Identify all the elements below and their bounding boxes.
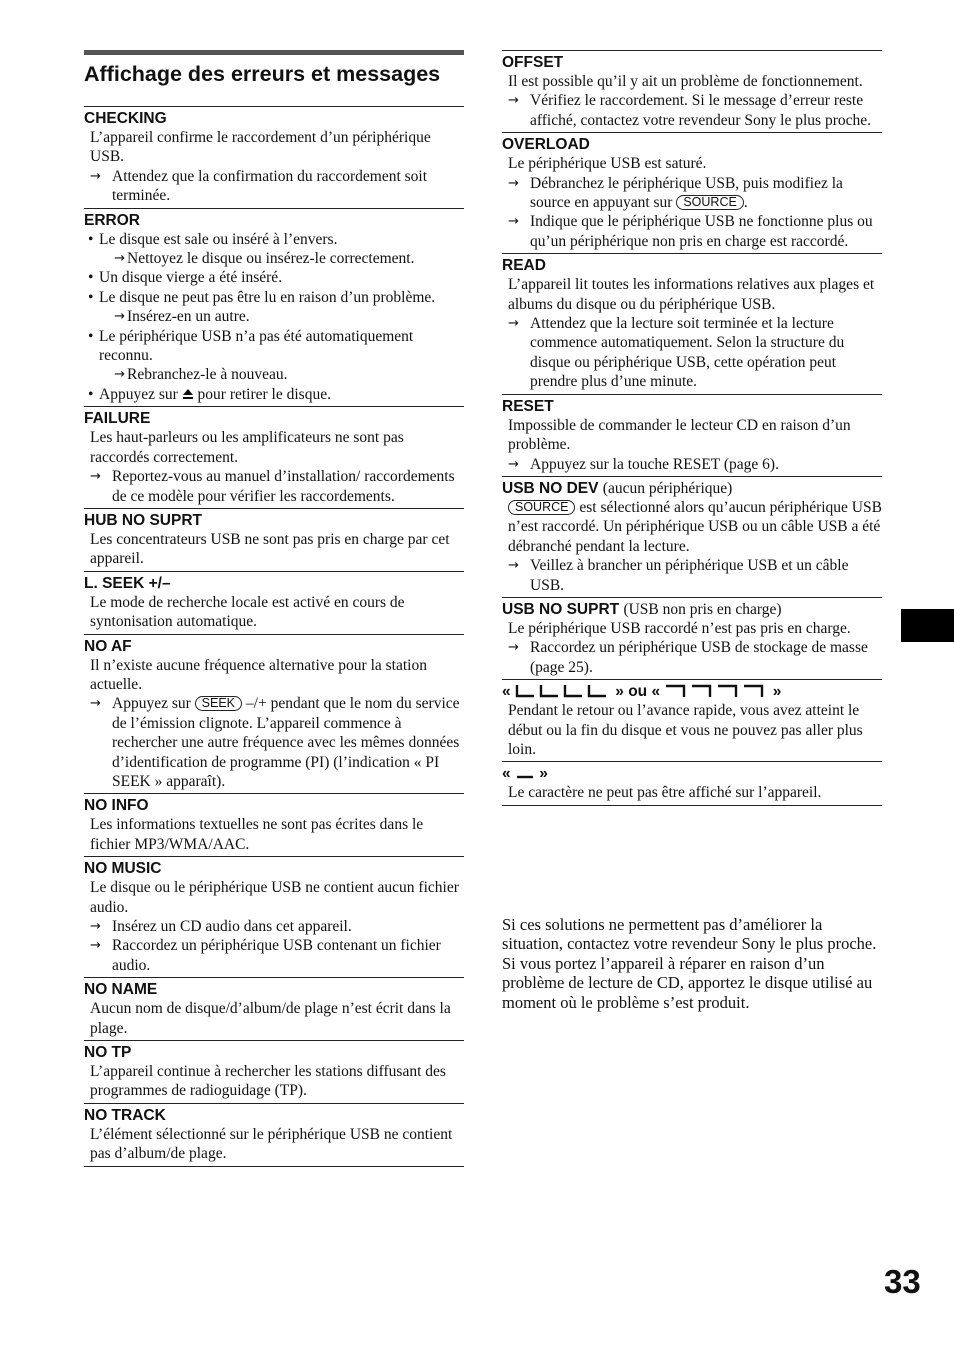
entry-action: → Reportez-vous au manuel d’installation/ raccordements de ce modèle pour vérifier les raccordements. xyxy=(90,468,455,505)
entry-heading: READ xyxy=(502,257,546,275)
entry-description: Le mode de recherche locale est activé en cours de syntonisation automatique. xyxy=(90,593,405,631)
arrow-icon: → xyxy=(508,214,519,230)
arrow-icon: → xyxy=(508,316,519,332)
entry-description: L’appareil lit toutes les informations relatives aux plages et albums du disque ou du périphérique USB. xyxy=(508,276,875,313)
entry-description: L’appareil confirme le raccordement d’un périphérique USB. xyxy=(90,129,431,166)
seek-key: SEEK xyxy=(195,696,242,711)
entry-limit-glyphs xyxy=(502,679,882,761)
entry-overload xyxy=(502,132,882,253)
eject-icon xyxy=(182,388,194,400)
entry-heading: FAILURE xyxy=(84,410,151,428)
entry-action: → Raccordez un périphérique USB contenant un fichier audio. xyxy=(90,937,441,974)
list-item: • Le périphérique USB n’a pas été automatiquement reconnu. xyxy=(88,327,414,365)
arrow-icon: → xyxy=(508,558,519,574)
entry-l-seek xyxy=(84,571,464,634)
entry-action: → Appuyez sur la touche RESET (page 6). xyxy=(508,455,779,473)
entry-action: → Nettoyez le disque ou insérez-le correctement. xyxy=(99,249,464,268)
entry-action: → Insérez un CD audio dans cet appareil. xyxy=(90,918,352,935)
entry-heading: NO INFO xyxy=(84,797,149,815)
list-item: • Un disque vierge a été inséré. xyxy=(88,269,283,287)
entry-no-info xyxy=(84,793,464,856)
entry-failure xyxy=(84,406,464,508)
entry-no-track xyxy=(84,1103,464,1167)
closing-paragraph: Si vous portez l’appareil à réparer en raison d’un problème de lecture de CD, apportez le disque utilisé au moment où le problème s’est produit. xyxy=(502,953,873,1012)
entry-no-af xyxy=(84,634,464,794)
entry-description: Il est possible qu’il y ait un problème de fonctionnement. xyxy=(508,73,863,90)
entry-heading: USB NO DEV (aucun périphérique) xyxy=(502,479,733,497)
arrow-icon: → xyxy=(508,456,519,472)
entry-usb-no-suprt xyxy=(502,597,882,679)
entry-action: → Rebranchez-le à nouveau. xyxy=(99,365,464,384)
entry-description: Les concentrateurs USB ne sont pas pris en charge par cet appareil. xyxy=(90,530,450,568)
entry-heading: « » ou « » xyxy=(502,683,782,701)
display-end-glyph-icon xyxy=(664,684,768,698)
entry-offset xyxy=(502,50,882,132)
entry-action: → Indique que le périphérique USB ne fonctionne plus ou qu’un périphérique non pris en charge est raccordé. xyxy=(508,213,873,250)
entry-heading: NO MUSIC xyxy=(84,860,162,878)
arrow-icon: → xyxy=(90,919,101,934)
entry-description: Le périphérique USB raccordé n’est pas pris en charge. xyxy=(508,619,851,637)
entry-description: Pendant le retour ou l’avance rapide, vous avez atteint le début ou la fin du disque et vous ne pouvez pas aller plus loin. xyxy=(508,702,863,758)
entry-heading: L. SEEK +/– xyxy=(84,574,171,592)
closing-paragraph: Si ces solutions ne permettent pas d’améliorer la situation, contactez votre revendeur Sony le plus proche. xyxy=(502,915,877,954)
entry-checking xyxy=(84,106,464,208)
title-rule xyxy=(84,50,464,55)
entry-description: Le disque ou le périphérique USB ne contient aucun fichier audio. xyxy=(90,879,459,916)
display-dash-glyph-icon xyxy=(515,766,535,780)
arrow-icon: → xyxy=(90,168,101,184)
entry-heading: ERROR xyxy=(84,211,140,229)
entry-heading: NO NAME xyxy=(84,981,158,999)
entry-action: → Attendez que la lecture soit terminée et la lecture commence automatiquement. Selon la structure du disque ou périphérique USB, cette opération peut prendre plus d’une minute. xyxy=(508,315,845,391)
entry-usb-no-dev xyxy=(502,476,882,597)
entry-action: → Raccordez un périphérique USB de stockage de masse (page 25). xyxy=(508,639,868,676)
entry-description: SOURCE est sélectionné alors qu’aucun périphérique USB n’est raccordé. Un périphérique USB ou un câble USB a été débranché pendant la lecture. xyxy=(508,498,882,555)
arrow-icon: → xyxy=(90,696,101,712)
arrow-icon: → xyxy=(114,251,125,267)
entry-heading: HUB NO SUPRT xyxy=(84,511,202,529)
entry-heading: NO AF xyxy=(84,637,132,655)
list-item: • Le disque est sale ou inséré à l’envers. xyxy=(88,230,338,248)
entry-action: → Débranchez le périphérique USB, puis modifiez la source en appuyant sur SOURCE . xyxy=(508,174,843,212)
entry-description: Les haut-parleurs ou les amplificateurs ne sont pas raccordés correctement. xyxy=(90,429,404,466)
list-item: • Le disque ne peut pas être lu en raison d’un problème. xyxy=(88,288,436,306)
entry-description: Impossible de commander le lecteur CD en raison d’un problème. xyxy=(508,416,851,454)
arrow-icon: → xyxy=(508,640,519,656)
list-item: • Appuyez sur pour retirer le disque. xyxy=(88,385,331,403)
left-column xyxy=(84,50,464,1167)
arrow-icon: → xyxy=(114,367,125,383)
page-number: 33 xyxy=(884,1263,921,1300)
entry-heading: USB NO SUPRT (USB non pris en charge) xyxy=(502,600,782,618)
entry-heading: NO TP xyxy=(84,1044,132,1062)
arrow-icon: → xyxy=(508,93,519,109)
arrow-icon: → xyxy=(90,469,101,485)
arrow-icon: → xyxy=(508,175,519,191)
entry-action: → Vérifiez le raccordement. Si le message d’erreur reste affiché, contactez votre revendeur Sony le plus proche. xyxy=(508,92,871,129)
arrow-icon: → xyxy=(90,938,101,954)
entry-action: → Attendez que la confirmation du raccordement soit terminée. xyxy=(90,167,428,205)
page-title: Affichage des erreurs et messages xyxy=(84,62,441,86)
entry-read xyxy=(502,253,882,393)
entry-description: Les informations textuelles ne sont pas écrites dans le fichier MP3/WMA/AAC. xyxy=(90,816,424,853)
entry-heading: CHECKING xyxy=(84,110,167,127)
entry-no-char xyxy=(502,761,882,805)
entry-action: → Insérez-en un autre. xyxy=(99,307,464,326)
section-tab-marker xyxy=(901,609,954,642)
entry-no-name xyxy=(84,977,464,1040)
entry-hub-no-suprt xyxy=(84,508,464,571)
entry-reset xyxy=(502,394,882,476)
display-start-glyph-icon xyxy=(515,684,611,698)
entry-heading: « » xyxy=(502,765,548,783)
entry-no-tp xyxy=(84,1040,464,1103)
arrow-icon: → xyxy=(114,309,125,325)
entry-description: L’appareil continue à rechercher les stations diffusant des programmes de radioguidage (TP). xyxy=(90,1063,446,1100)
source-key: SOURCE xyxy=(676,195,743,210)
entry-description: Aucun nom de disque/d’album/de plage n’est écrit dans la plage. xyxy=(90,1000,451,1037)
entry-heading: NO TRACK xyxy=(84,1106,166,1124)
entry-heading: OVERLOAD xyxy=(502,136,590,154)
entry-description: Le périphérique USB est saturé. xyxy=(508,155,707,173)
entry-description: Le caractère ne peut pas être affiché sur l’appareil. xyxy=(508,784,822,802)
closing-notes xyxy=(502,915,882,1012)
entry-heading: RESET xyxy=(502,397,554,415)
entry-action: → Appuyez sur SEEK –/+ pendant que le nom du service de l’émission clignote. L’appareil commence à rechercher une autre fréquence avec les mêmes données d’identification de programme (PI) (l’indication « PI SEEK » apparaît). xyxy=(90,695,460,790)
entry-heading: OFFSET xyxy=(502,54,564,71)
right-column xyxy=(502,50,882,806)
entry-action: → Veillez à brancher un périphérique USB et un câble USB. xyxy=(508,557,849,594)
source-key: SOURCE xyxy=(508,500,575,515)
entry-description: Il n’existe aucune fréquence alternative pour la station actuelle. xyxy=(90,656,427,693)
entry-description: L’élément sélectionné sur le périphérique USB ne contient pas d’album/de plage. xyxy=(90,1125,453,1163)
entry-no-music xyxy=(84,856,464,977)
entry-error xyxy=(84,208,464,407)
